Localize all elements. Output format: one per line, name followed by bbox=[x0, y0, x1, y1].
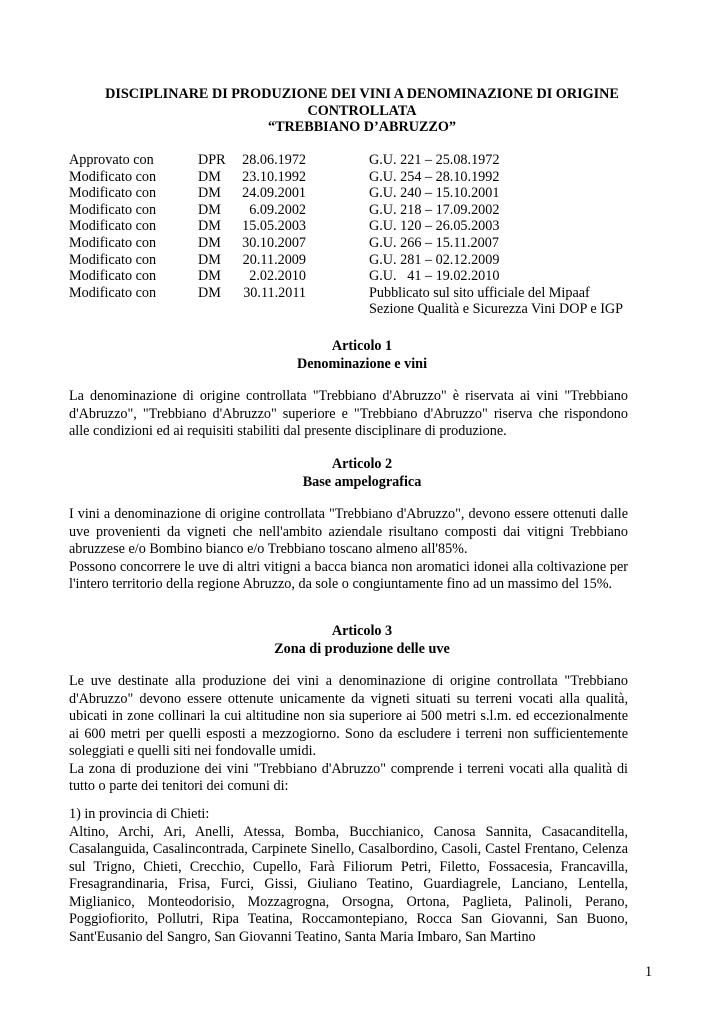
approval-gu: G.U. 221 – 25.08.1972 bbox=[369, 152, 500, 168]
article-number: Articolo 2 bbox=[331, 456, 393, 472]
article-2-heading bbox=[60, 456, 664, 491]
approval-gu: G.U. 120 – 26.05.2003 bbox=[369, 218, 500, 235]
page-number: 1 bbox=[645, 964, 653, 980]
article-3-heading bbox=[60, 623, 664, 658]
approval-row-extra bbox=[69, 301, 669, 318]
approval-date: 28.06.1972 bbox=[242, 152, 306, 168]
approval-type: DM bbox=[198, 284, 221, 301]
approval-gu: G.U. 218 – 17.09.2002 bbox=[369, 201, 500, 218]
article-1-heading bbox=[60, 338, 664, 373]
approval-row bbox=[69, 268, 669, 285]
approvals-table bbox=[69, 152, 669, 318]
approval-date: 2.02.2010 bbox=[249, 268, 306, 285]
approval-row bbox=[69, 202, 669, 219]
approval-type: DM bbox=[198, 251, 221, 268]
approval-row bbox=[69, 218, 669, 235]
approval-gu: G.U. 254 – 28.10.1992 bbox=[369, 168, 500, 185]
approval-label: Modificato con bbox=[69, 234, 157, 251]
article-title: Zona di produzione delle uve bbox=[274, 640, 450, 657]
approval-row bbox=[69, 169, 669, 186]
title-line-2: CONTROLLATA bbox=[307, 102, 417, 119]
article-1-body bbox=[69, 388, 628, 441]
approval-row bbox=[69, 185, 669, 202]
approval-date: 30.10.2007 bbox=[242, 234, 306, 251]
article-number: Articolo 3 bbox=[331, 623, 393, 639]
approval-type: DM bbox=[198, 168, 221, 185]
article-title: Base ampelografica bbox=[302, 473, 422, 490]
approval-date: 23.10.1992 bbox=[242, 168, 306, 185]
province-section bbox=[69, 806, 628, 946]
approval-date: 20.11.2009 bbox=[242, 251, 306, 268]
approval-type: DM bbox=[198, 234, 221, 251]
approval-type: DM bbox=[198, 218, 221, 235]
article-paragraph: Le uve destinate alla produzione dei vini a denominazione di origine controllata "Trebbiano d'Abruzzo" devono essere ottenute unicamente da vigneti situati su terreni vocati alla qualità, ubicati in zone collinari la cui altitudine non sia superiore ai 500 metri s.l.m. ed eccezionalmente ai 600 metri per quelli esposti a mezzogiorno. Sono da escludere i terreni non sufficientemente soleggiati e quelli siti nei fondovalle umidi. bbox=[69, 673, 628, 759]
article-paragraph: La zona di produzione dei vini "Trebbiano d'Abruzzo" comprende i terreni vocati alla qualità di tutto o parte dei tenitori dei comuni di: bbox=[69, 760, 628, 794]
document-title bbox=[60, 86, 664, 136]
article-2-body bbox=[69, 506, 628, 594]
approval-label: Modificato con bbox=[69, 268, 157, 285]
approval-label: Modificato con bbox=[69, 284, 157, 301]
province-heading: 1) in provincia di Chieti: bbox=[69, 806, 210, 822]
article-title: Denominazione e vini bbox=[296, 355, 428, 372]
approval-row bbox=[69, 152, 669, 169]
approval-type: DM bbox=[198, 201, 221, 218]
article-3-body bbox=[69, 673, 628, 796]
article-paragraph: Possono concorrere le uve di altri vitigni a bacca bianca non aromatici idonei alla coltivazione per l'intero territorio della regione Abruzzo, da sole o congiuntamente fino ad un massimo del 15%. bbox=[69, 558, 628, 592]
approval-type: DPR bbox=[198, 152, 226, 168]
approval-gu: G.U. 266 – 15.11.2007 bbox=[369, 234, 499, 251]
approval-date: 15.05.2003 bbox=[242, 218, 306, 235]
approval-gu: G.U. 240 – 15.10.2001 bbox=[369, 185, 500, 202]
article-paragraph: I vini a denominazione di origine controllata "Trebbiano d'Abruzzo", devono essere ottenuti dalle uve provenienti da vigneti che nell'ambito aziendale risultano composti dai vitigni Trebbiano abruzzese e/o Bombino bianco e/o Trebbiano toscano almeno all'85%. bbox=[69, 506, 628, 557]
approval-label: Modificato con bbox=[69, 201, 157, 218]
approval-type: DM bbox=[198, 268, 221, 285]
approval-date: 6.09.2002 bbox=[249, 201, 306, 218]
title-line-1: DISCIPLINARE DI PRODUZIONE DEI VINI A DENOMINAZIONE DI ORIGINE bbox=[105, 86, 619, 102]
approval-gu: G.U. 41 – 19.02.2010 bbox=[369, 268, 500, 285]
approval-label: Modificato con bbox=[69, 218, 157, 235]
approval-row bbox=[69, 252, 669, 269]
province-municipalities: Altino, Archi, Ari, Anelli, Atessa, Bomba, Bucchianico, Canosa Sannita, Casacanditella, Casalanguida, Casalincontrada, Carpinete Sinello, Casalbordino, Casoli, Castel Frentano, Celenza sul Trigno, Chieti, Crecchio, Cupello, Farà Filiorum Petri, Filetto, Fossacesia, Francavilla, Fresagrandinaria, Frisa, Furci, Gissi, Giuliano Teatino, Guardiagrele, Lanciano, Lentella, Miglianico, Monteodorisio, Mozzagrogna, Orsogna, Ortona, Paglieta, Palinoli, Perano, Poggiofiorito, Pollutri, Ripa Teatina, Roccamontepiano, Rocca San Giovanni, San Buono, Sant'Eusanio del Sangro, San Giovanni Teatino, Santa Maria Imbaro, San Martino bbox=[69, 823, 628, 945]
article-number: Articolo 1 bbox=[331, 338, 393, 354]
approval-label: Modificato con bbox=[69, 168, 157, 185]
approval-label: Approvato con bbox=[69, 152, 154, 168]
article-paragraph: La denominazione di origine controllata "Trebbiano d'Abruzzo" è riservata ai vini "Trebbiano d'Abruzzo", "Trebbiano d'Abruzzo" superiore e "Trebbiano d'Abruzzo" riserva che rispondono alle condizioni ed ai requisiti stabiliti dal presente disciplinare di produzione. bbox=[69, 388, 628, 439]
approval-date: 30.11.2011 bbox=[243, 284, 306, 301]
approval-row bbox=[69, 285, 669, 302]
approval-gu: Pubblicato sul sito ufficiale del Mipaaf bbox=[369, 284, 590, 301]
approval-label: Modificato con bbox=[69, 185, 157, 202]
approval-type: DM bbox=[198, 185, 221, 202]
approval-date: 24.09.2001 bbox=[242, 185, 306, 202]
approval-gu-extra: Sezione Qualità e Sicurezza Vini DOP e IGP bbox=[369, 301, 624, 318]
title-line-3: “TREBBIANO D’ABRUZZO” bbox=[267, 119, 456, 135]
approval-label: Modificato con bbox=[69, 251, 157, 268]
approval-gu: G.U. 281 – 02.12.2009 bbox=[369, 251, 500, 268]
approval-row bbox=[69, 235, 669, 252]
